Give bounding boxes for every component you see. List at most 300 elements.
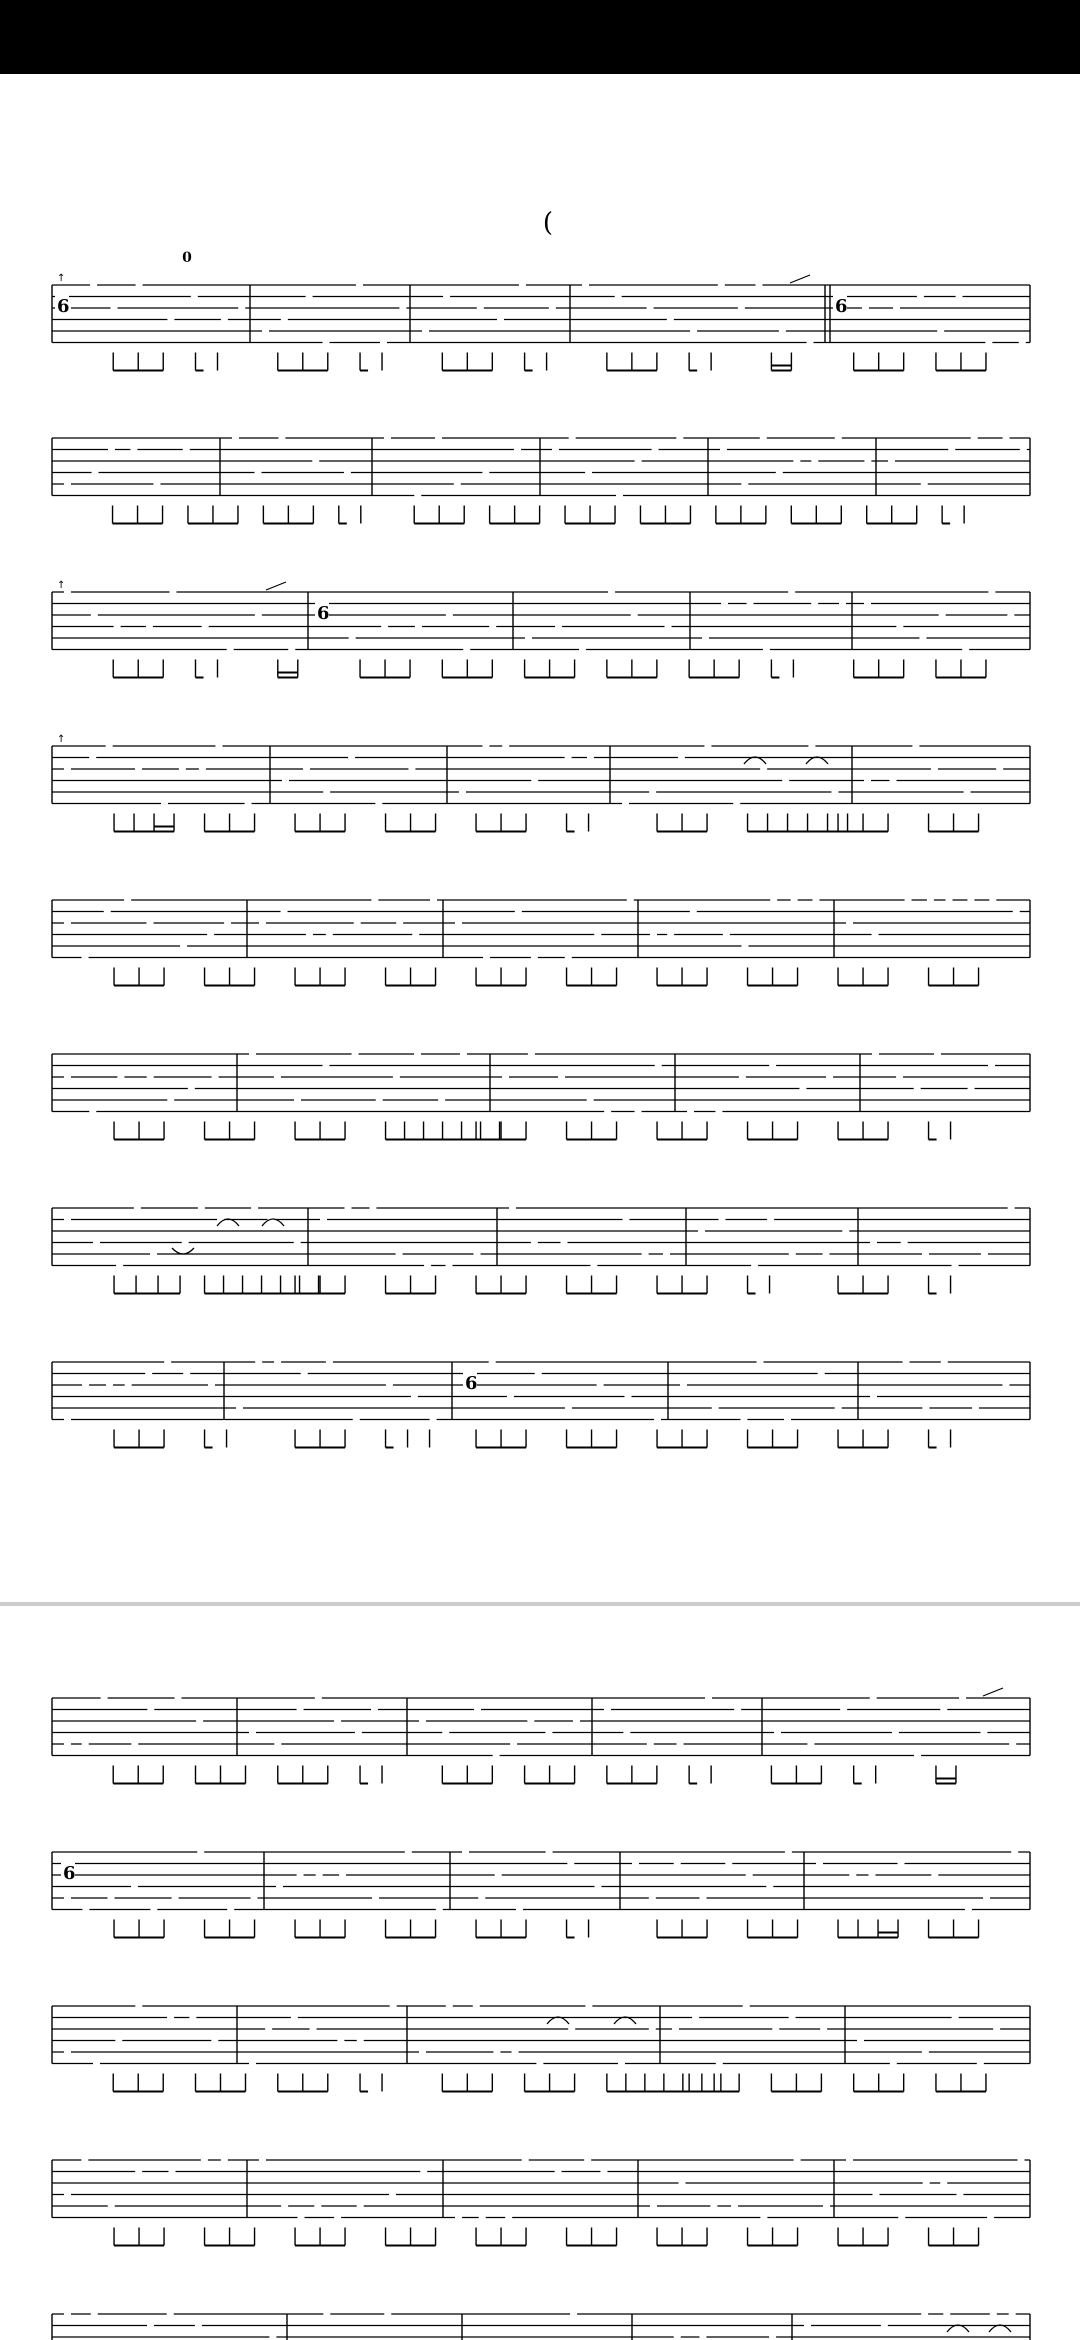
fret-gap xyxy=(64,1741,71,1747)
rhythm-group xyxy=(386,1430,430,1448)
fret-gap xyxy=(585,2003,592,2009)
fret-gap xyxy=(106,743,113,749)
rhythm-group xyxy=(386,814,436,832)
rhythm-group xyxy=(838,1920,898,1938)
rhythm-group xyxy=(196,1766,246,1784)
fret-gap xyxy=(82,1382,89,1388)
fret-gap xyxy=(145,1371,152,1377)
fret-gap xyxy=(811,458,818,464)
fret-gap xyxy=(265,2026,272,2032)
fret-gap xyxy=(622,1217,629,1223)
fret-gap xyxy=(291,2015,298,2021)
fret-gap xyxy=(334,1718,341,1724)
fret-gap xyxy=(784,1417,791,1423)
fret-gap xyxy=(306,932,313,938)
fret-gap xyxy=(489,624,496,630)
rhythm-group xyxy=(838,2228,888,2246)
tab-system xyxy=(52,2157,1030,2246)
fret-gap xyxy=(716,2061,723,2067)
fret-gap xyxy=(985,340,992,346)
rhythm-group xyxy=(657,1122,707,1140)
fret-gap xyxy=(816,1861,823,1867)
fret-gap xyxy=(436,1907,443,1913)
time-signature: 6 xyxy=(835,296,848,317)
rhythm-group xyxy=(565,506,615,524)
fret-gap xyxy=(259,2157,266,2163)
fret-gap xyxy=(294,1240,301,1246)
fret-gap xyxy=(482,470,489,476)
rhythm-group xyxy=(936,1766,956,1784)
fret-gap xyxy=(565,1405,572,1411)
fret-gap xyxy=(93,2061,100,2067)
fret-gap xyxy=(881,2323,888,2329)
fret-gap xyxy=(943,2311,950,2317)
rhythm-group xyxy=(748,1920,798,1938)
fret-gap xyxy=(108,2203,115,2209)
fret-gap xyxy=(199,766,206,772)
fret-gap xyxy=(312,458,319,464)
rhythm-group xyxy=(114,968,164,986)
rhythm-group xyxy=(205,1920,255,1938)
rhythm-group xyxy=(838,1122,888,1140)
repeat-mark: ↑ xyxy=(57,734,66,745)
fret-gap xyxy=(573,1718,580,1724)
rhythm-group xyxy=(771,1766,821,1784)
fret-gap xyxy=(590,1263,597,1269)
fret-gap xyxy=(278,435,285,441)
fret-gap xyxy=(690,909,697,915)
fret-gap xyxy=(274,1074,281,1080)
fret-gap xyxy=(514,447,521,453)
fret-gap xyxy=(135,766,142,772)
fret-gap xyxy=(167,317,174,323)
rhythm-group xyxy=(838,814,888,832)
fret-gap xyxy=(964,789,971,795)
fret-gap xyxy=(600,2169,607,2175)
fret-gap xyxy=(315,1695,322,1701)
rhythm-group xyxy=(386,1122,500,1140)
fret-gap xyxy=(161,801,168,807)
rhythm-group xyxy=(476,814,526,832)
fret-gap xyxy=(923,2180,930,2186)
fret-gap xyxy=(64,1074,71,1080)
fret-gap xyxy=(375,801,382,807)
fret-gap xyxy=(755,282,762,288)
fret-gap xyxy=(446,2003,453,2009)
fret-gap xyxy=(189,2015,196,2021)
fret-gap xyxy=(604,1109,611,1115)
fret-gap xyxy=(914,1086,921,1092)
rhythm-group xyxy=(748,968,798,986)
fret-gap xyxy=(212,1074,219,1080)
fret-gap xyxy=(751,1263,758,1269)
fret-gap xyxy=(704,743,711,749)
fret-gap xyxy=(720,447,727,453)
rhythm-group xyxy=(771,660,793,678)
rhythm-group xyxy=(476,1122,526,1140)
fret-gap xyxy=(172,1895,179,1901)
fret-gap xyxy=(405,1849,412,1855)
fret-gap xyxy=(274,1741,281,1747)
fret-gap xyxy=(835,1405,842,1411)
fret-gap xyxy=(147,1707,154,1713)
fret-gap xyxy=(473,2003,480,2009)
fret-gap xyxy=(510,1741,517,1747)
fret-gap xyxy=(384,2311,391,2317)
fret-gap xyxy=(794,2157,801,2163)
fret-gap xyxy=(667,317,674,323)
fret-gap xyxy=(130,447,137,453)
tie-mark xyxy=(172,1248,194,1254)
fret-gap xyxy=(898,1861,905,1867)
rhythm-group xyxy=(476,2228,526,2246)
fret-gap xyxy=(531,778,538,784)
fret-gap xyxy=(146,624,153,630)
fret-gap xyxy=(408,766,415,772)
fret-gap xyxy=(812,897,819,903)
fret-gap xyxy=(672,2026,679,2032)
fret-gap xyxy=(872,932,879,938)
fret-gap xyxy=(389,2192,396,2198)
fret-gap xyxy=(721,601,728,607)
fret-gap xyxy=(269,2334,276,2340)
rhythm-group xyxy=(936,353,986,371)
fret-gap xyxy=(849,1872,856,1878)
fret-gap xyxy=(615,294,622,300)
fret-gap xyxy=(352,1051,359,1057)
fret-gap xyxy=(674,2334,681,2340)
fret-gap xyxy=(718,282,725,288)
rhythm-group xyxy=(567,968,617,986)
tab-system xyxy=(52,1688,1030,1784)
fret-gap xyxy=(868,1872,875,1878)
fret-gap xyxy=(415,624,422,630)
fret-gap xyxy=(116,1263,123,1269)
fret-gap xyxy=(430,897,437,903)
fret-gap xyxy=(776,470,783,476)
fret-gap xyxy=(515,909,522,915)
fret-gap xyxy=(183,1371,190,1377)
fret-gap xyxy=(779,328,786,334)
fret-gap xyxy=(131,1884,138,1890)
fret-gap xyxy=(988,1063,995,1069)
fret-gap xyxy=(262,328,269,334)
fret-gap xyxy=(107,1895,114,1901)
fret-gap xyxy=(202,624,209,630)
fret-gap xyxy=(90,282,97,288)
fret-gap xyxy=(558,1074,565,1080)
fret-gap xyxy=(971,435,978,441)
fret-gap xyxy=(188,1086,195,1092)
fret-gap xyxy=(227,647,234,653)
fret-gap xyxy=(455,920,462,926)
fret-gap xyxy=(323,340,330,346)
fret-gap xyxy=(179,766,186,772)
fret-gap xyxy=(381,624,388,630)
fret-gap xyxy=(507,1394,514,1400)
fret-gap xyxy=(386,1382,393,1388)
rhythm-group xyxy=(196,660,218,678)
rhythm-group xyxy=(936,660,986,678)
fret-gap xyxy=(987,2215,994,2221)
fret-gap xyxy=(357,2203,364,2209)
fret-gap xyxy=(952,2015,959,2021)
rhythm-group xyxy=(476,968,526,986)
rhythm-group xyxy=(196,353,218,371)
fret-gap xyxy=(516,1907,523,1913)
fret-gap xyxy=(889,778,896,784)
fret-gap xyxy=(931,766,938,772)
rhythm-group xyxy=(791,506,841,524)
fret-gap xyxy=(91,612,98,618)
fret-gap xyxy=(733,801,740,807)
fret-gap xyxy=(967,897,974,903)
fret-gap xyxy=(956,294,963,300)
fret-gap xyxy=(236,1405,243,1411)
fret-gap xyxy=(221,317,228,323)
fret-gap xyxy=(438,1097,445,1103)
fret-gap xyxy=(232,435,239,441)
fret-gap xyxy=(631,612,638,618)
fret-gap xyxy=(552,447,559,453)
rhythm-group xyxy=(114,1122,164,1140)
fret-gap xyxy=(115,2038,122,2044)
score-header xyxy=(182,208,553,266)
fret-gap xyxy=(649,1895,656,1901)
fret-gap xyxy=(782,778,789,784)
fret-gap xyxy=(892,1730,899,1736)
fret-gap xyxy=(818,1371,825,1377)
rhythm-group xyxy=(414,506,464,524)
fret-gap xyxy=(760,2215,767,2221)
fret-gap xyxy=(712,1405,719,1411)
fret-gap xyxy=(951,1263,958,1269)
fret-gap xyxy=(1013,909,1020,915)
fret-gap xyxy=(460,1051,467,1057)
fret-gap xyxy=(153,481,160,487)
rhythm-group xyxy=(657,2228,707,2246)
rhythm-group xyxy=(929,1430,951,1448)
rhythm-group xyxy=(386,1276,436,1294)
fret-gap xyxy=(888,458,895,464)
fret-gap xyxy=(785,1849,792,1855)
fret-gap xyxy=(430,1417,437,1423)
rhythm-group xyxy=(442,353,492,371)
rhythm-group xyxy=(567,1430,617,1448)
rhythm-group xyxy=(386,968,436,986)
rhythm-group xyxy=(295,1920,345,1938)
fret-gap xyxy=(135,2169,142,2175)
rhythm-group xyxy=(942,506,964,524)
fret-gap xyxy=(274,1359,281,1365)
fret-gap xyxy=(255,1359,262,1365)
rhythm-group xyxy=(567,1122,617,1140)
rhythm-group xyxy=(114,2228,164,2246)
fret-gap xyxy=(531,955,538,961)
rhythm-group xyxy=(295,1122,345,1140)
time-signature: 6 xyxy=(317,603,330,624)
fret-gap xyxy=(699,1895,706,1901)
fret-gap xyxy=(545,1730,552,1736)
fret-gap xyxy=(546,1849,553,1855)
fret-gap xyxy=(64,1895,71,1901)
fret-gap xyxy=(914,1753,921,1759)
fret-gap xyxy=(1009,2311,1016,2317)
rhythm-group xyxy=(113,353,163,371)
rhythm-group xyxy=(854,353,904,371)
fret-gap xyxy=(715,1109,722,1115)
rhythm-group xyxy=(278,2074,328,2092)
fret-gap xyxy=(862,305,869,311)
rhythm-group xyxy=(748,2228,798,2246)
fret-gap xyxy=(314,2203,321,2209)
fret-gap xyxy=(384,435,391,441)
fret-gap xyxy=(372,1895,379,1901)
rhythm-group xyxy=(929,1276,951,1294)
rhythm-group xyxy=(525,1766,575,1784)
fret-gap xyxy=(760,435,767,441)
fret-gap xyxy=(135,2003,142,2009)
fret-gap xyxy=(996,766,1003,772)
fret-gap xyxy=(616,493,623,499)
fret-gap xyxy=(536,2061,543,2067)
fret-gap xyxy=(1019,340,1026,346)
fret-gap xyxy=(131,1741,138,1747)
fret-gap xyxy=(93,1240,100,1246)
fret-gap xyxy=(462,1849,469,1855)
rhythm-group xyxy=(640,506,690,524)
fret-gap xyxy=(870,1695,877,1701)
rhythm-group xyxy=(838,968,888,986)
fret-gap xyxy=(594,932,601,938)
rhythm-group xyxy=(929,1920,979,1938)
fret-gap xyxy=(167,2311,174,2317)
fret-gap xyxy=(903,1359,910,1365)
rhythm-group xyxy=(929,968,979,986)
fret-gap xyxy=(870,1240,877,1246)
fret-gap xyxy=(927,897,934,903)
rhythm-group xyxy=(838,1276,888,1294)
fret-gap xyxy=(396,920,403,926)
fret-gap xyxy=(677,1741,684,1747)
fret-gap xyxy=(741,943,748,949)
fret-gap xyxy=(647,1741,654,1747)
rhythm-group xyxy=(114,814,174,832)
fret-gap xyxy=(167,1097,174,1103)
rhythm-group xyxy=(278,353,328,371)
fret-gap xyxy=(939,612,946,618)
fret-gap xyxy=(505,2215,512,2221)
fret-gap xyxy=(411,1394,418,1400)
fret-gap xyxy=(582,282,589,288)
fret-gap xyxy=(281,909,288,915)
fret-gap xyxy=(146,920,153,926)
rhythm-group xyxy=(278,1766,328,1784)
fret-gap xyxy=(890,2061,897,2067)
fret-gap xyxy=(676,435,683,441)
tab-system xyxy=(52,734,1030,832)
rhythm-group xyxy=(114,1430,164,1448)
fret-gap xyxy=(919,635,926,641)
fret-gap xyxy=(623,1730,630,1736)
rhythm-group xyxy=(113,2074,163,2092)
fret-gap xyxy=(839,601,846,607)
fret-gap xyxy=(354,920,361,926)
fret-gap xyxy=(642,1251,649,1257)
fret-gap xyxy=(835,435,842,441)
fret-gap xyxy=(316,1872,323,1878)
fret-gap xyxy=(527,1718,534,1724)
fret-gap xyxy=(760,766,767,772)
tab-systems xyxy=(52,273,1030,2340)
fret-gap xyxy=(1020,447,1027,453)
fret-gap xyxy=(705,1695,712,1701)
fret-gap xyxy=(371,1707,378,1713)
tab-system xyxy=(52,2003,1030,2092)
fret-gap xyxy=(725,1861,732,1867)
fret-gap xyxy=(64,1417,71,1423)
fret-gap xyxy=(807,1741,814,1747)
fret-gap xyxy=(147,2323,154,2329)
fret-gap xyxy=(983,1895,990,1901)
fret-gap xyxy=(254,470,261,476)
fret-gap xyxy=(622,801,629,807)
fret-gap xyxy=(323,789,330,795)
fret-gap xyxy=(455,2215,462,2221)
fret-gap xyxy=(937,328,944,334)
fret-gap xyxy=(454,481,461,487)
fret-gap xyxy=(276,1884,283,1890)
rhythm-group xyxy=(386,2228,436,2246)
tab-system xyxy=(52,1205,1030,1294)
fret-gap xyxy=(81,2157,88,2163)
fret-gap xyxy=(339,1872,346,1878)
fret-gap xyxy=(723,932,730,938)
fret-gap xyxy=(64,2311,71,2317)
rhythm-group xyxy=(188,506,238,524)
fret-gap xyxy=(549,305,556,311)
fret-gap xyxy=(968,1086,975,1092)
rhythm-group xyxy=(525,660,575,678)
fret-gap xyxy=(597,1382,604,1388)
rhythm-group xyxy=(771,2074,821,2092)
tab-system xyxy=(52,897,1030,986)
fret-gap xyxy=(901,1240,908,1246)
fret-gap xyxy=(412,932,419,938)
fret-gap xyxy=(980,1730,987,1736)
fret-gap xyxy=(823,2203,830,2209)
fret-gap xyxy=(208,1382,215,1388)
rhythm-group xyxy=(476,1276,526,1294)
fret-gap xyxy=(483,955,490,961)
fret-gap xyxy=(224,920,231,926)
fret-gap xyxy=(740,1417,747,1423)
fret-gap xyxy=(635,458,642,464)
slide-mark xyxy=(983,1688,1003,1696)
tab-system xyxy=(52,1051,1030,1140)
fret-gap xyxy=(687,1109,694,1115)
fret-gap xyxy=(789,2015,796,2021)
fret-gap xyxy=(414,493,421,499)
rhythm-group xyxy=(295,1430,345,1448)
fret-gap xyxy=(561,1240,568,1246)
fret-gap xyxy=(579,647,586,653)
fret-gap xyxy=(150,1251,157,1257)
fret-gap xyxy=(587,1097,594,1103)
fret-gap xyxy=(294,1097,301,1103)
rhythm-group xyxy=(490,506,540,524)
fret-gap xyxy=(791,897,798,903)
